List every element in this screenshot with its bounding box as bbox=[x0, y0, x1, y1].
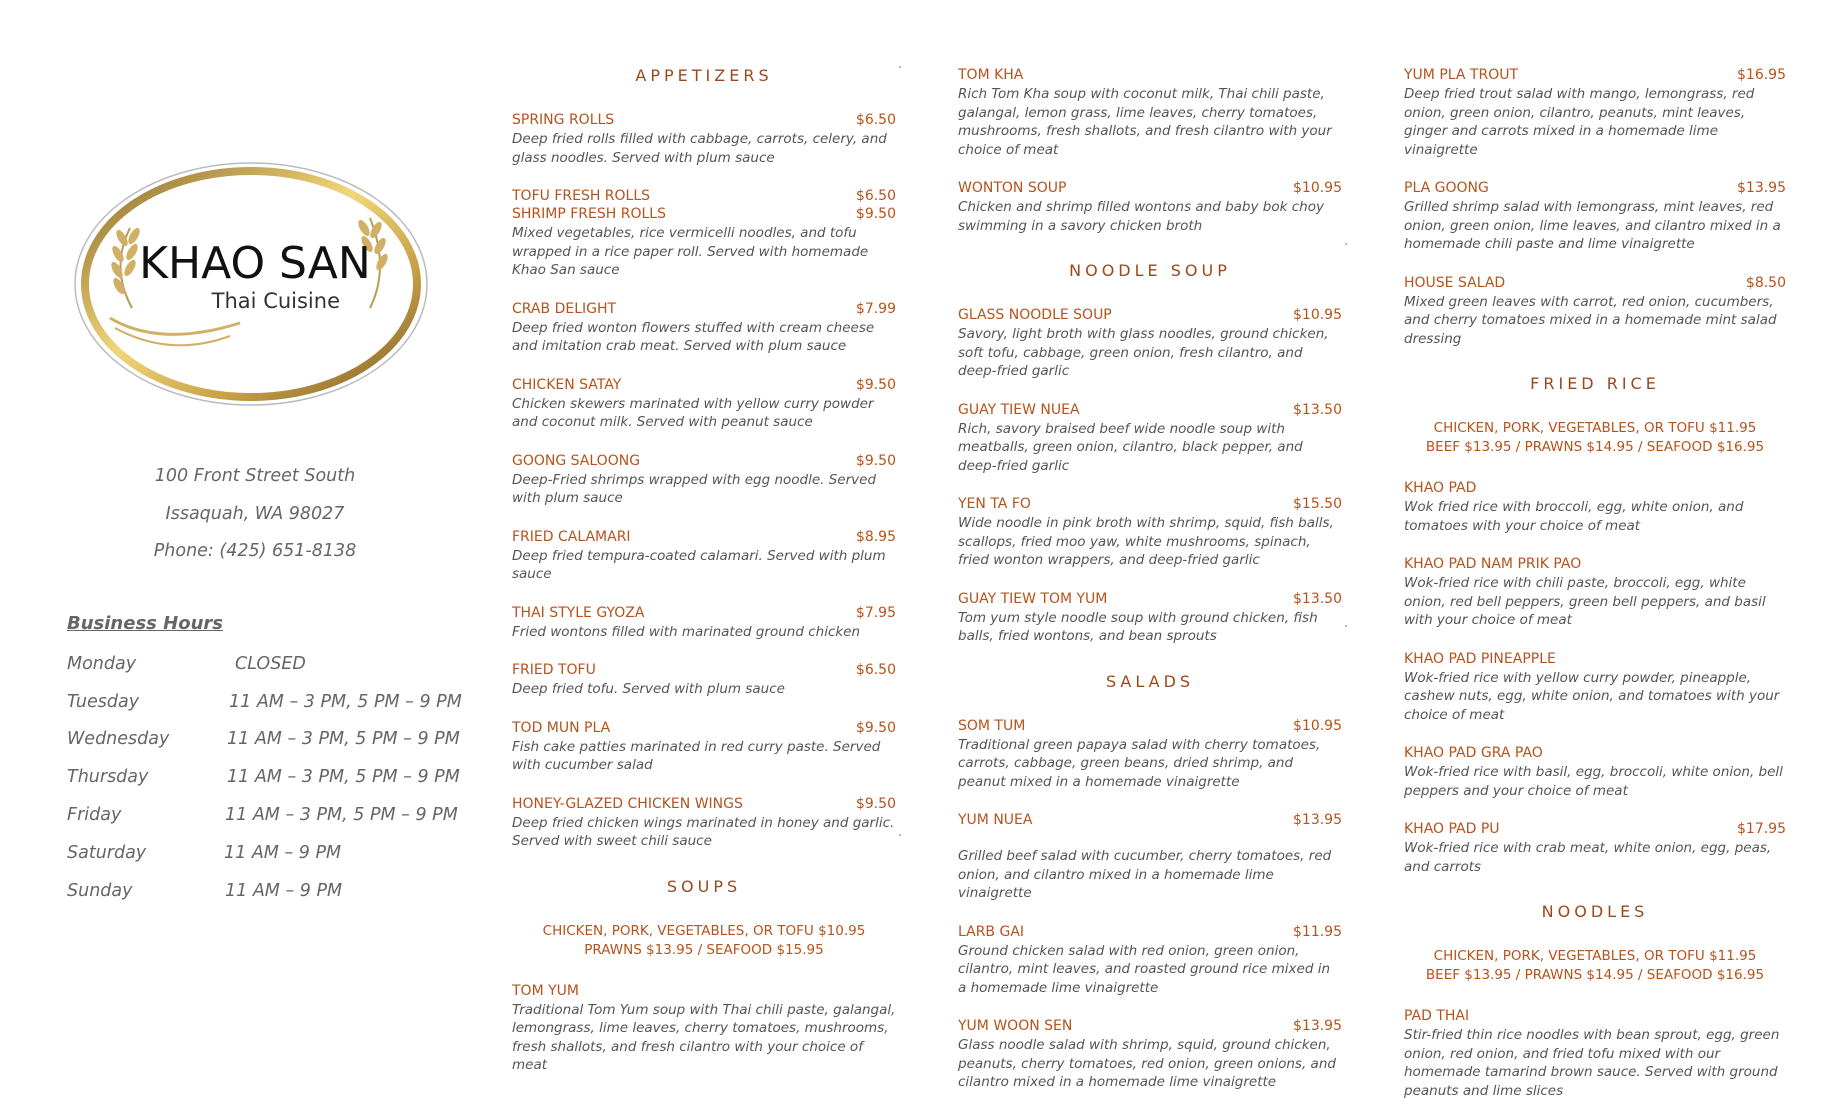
menu-item-name: HOUSE SALAD bbox=[1404, 274, 1506, 291]
menu-item-price: $13.95 bbox=[1737, 180, 1786, 196]
menu-item bbox=[958, 1017, 1342, 1092]
menu-item-name: KHAO PAD PU bbox=[1404, 821, 1500, 837]
menu-item bbox=[512, 604, 896, 642]
menu-item-name: TOD MUN PLA bbox=[512, 719, 611, 736]
menu-item-name: TOM YUM bbox=[512, 982, 579, 999]
hours-row bbox=[67, 692, 507, 720]
price-band-line: BEEF $13.95 / PRAWNS $14.95 / SEAFOOD $16.95 bbox=[1425, 967, 1765, 983]
menu-item-description: Deep fried wonton flowers stuffed with cream cheese and imitation crab meat. Served with plum sauce bbox=[512, 319, 875, 354]
khao-san-logo bbox=[70, 158, 432, 410]
menu-item-price: $9.50 bbox=[855, 376, 896, 393]
hours-row bbox=[67, 767, 507, 795]
price-band-line: CHICKEN, PORK, VEGETABLES, OR TOFU $10.95 bbox=[542, 922, 866, 939]
menu-item-price: $13.50 bbox=[1293, 590, 1342, 607]
menu-item-description: Deep fried trout salad with mango, lemongrass, red onion, green onion, cilantro, peanuts, mint leaves, ginger and carrots mixed in a homemade lime vinaigrette bbox=[1404, 86, 1755, 158]
menu-item-header bbox=[512, 111, 896, 129]
menu-item-description: Deep fried tempura-coated calamari. Served with plum sauce bbox=[512, 547, 886, 582]
menu-item-name: FRIED CALAMARI bbox=[512, 528, 631, 545]
menu-item-description: Wide noodle in pink broth with shrimp, squid, fish balls, scallops, fried moo yaw, white mushrooms, spinach, fried wonton wrappers, and deep-fried garlic bbox=[958, 515, 1334, 568]
menu-item-header bbox=[512, 604, 896, 622]
menu-item-header bbox=[958, 66, 1342, 84]
price-band-line: BEEF $13.95 / PRAWNS $14.95 / SEAFOOD $16.95 bbox=[1425, 439, 1765, 455]
menu-item-header bbox=[512, 300, 896, 318]
hours-row bbox=[67, 805, 507, 833]
menu-item-name: SOM TUM bbox=[958, 717, 1026, 734]
hours-row bbox=[67, 654, 507, 682]
menu-item bbox=[958, 923, 1342, 998]
menu-item-header bbox=[512, 205, 896, 223]
menu-item-price: $17.95 bbox=[1737, 821, 1786, 837]
menu-item-name: KHAO PAD GRA PAO bbox=[1404, 745, 1543, 761]
menu-item-price: $10.95 bbox=[1293, 180, 1342, 196]
menu-item-header bbox=[512, 528, 896, 546]
hours-day: Monday bbox=[67, 654, 137, 674]
section-title: NOODLE SOUP bbox=[1069, 261, 1231, 280]
menu-item-price: $9.50 bbox=[855, 452, 896, 469]
menu-item bbox=[512, 719, 896, 775]
menu-item-description: Ground chicken salad with red onion, green onion, cilantro, mint leaves, and roasted ground rice mixed in a homemade lime vinaigrette bbox=[958, 942, 1331, 996]
menu-item-header bbox=[1404, 744, 1786, 762]
menu-item bbox=[512, 187, 896, 280]
menu-item-description: Mixed green leaves with carrot, red onion, cucumbers, and cherry tomatoes mixed in a homemade mint salad dressing bbox=[1404, 293, 1777, 347]
menu-item-header bbox=[1404, 555, 1786, 573]
section-title: SOUPS bbox=[666, 876, 742, 896]
hours-time: CLOSED bbox=[235, 654, 306, 674]
menu-item-description: Glass noodle salad with shrimp, squid, ground chicken, peanuts, cherry tomatoes, red onion, green onions, and cilantro mixed in a homemade lime vinaigrette bbox=[958, 1037, 1336, 1090]
menu-item-description: Wok-fried rice with crab meat, white onion, egg, peas, and carrots bbox=[1404, 840, 1772, 875]
menu-item bbox=[1404, 1007, 1786, 1100]
menu-item-description: Mixed vegetables, rice vermicelli noodles, and tofu wrapped in a rice paper roll. Served with homemade Khao San sauce bbox=[512, 225, 869, 278]
menu-item-description: Wok-fried rice with chili paste, broccoli, egg, white onion, red bell peppers, green bell peppers, and basil with your choice of meat bbox=[1404, 575, 1766, 628]
menu-item-header bbox=[1404, 479, 1786, 497]
business-hours-title: Business Hours bbox=[67, 613, 223, 634]
menu-item-name: THAI STYLE GYOZA bbox=[512, 604, 645, 621]
menu-item bbox=[512, 528, 896, 584]
menu-item bbox=[958, 811, 1342, 903]
menu-item-header bbox=[1404, 820, 1786, 838]
menu-item-price: $16.95 bbox=[1737, 67, 1786, 83]
menu-item-name: HONEY-GLAZED CHICKEN WINGS bbox=[512, 795, 743, 812]
menu-item-price: $9.50 bbox=[855, 795, 896, 812]
menu-item-header bbox=[512, 452, 896, 470]
hours-day: Tuesday bbox=[67, 692, 140, 712]
menu-item-price: $13.95 bbox=[1293, 812, 1342, 828]
menu-item-description: Deep fried rolls filled with cabbage, carrots, celery, and glass noodles. Served with plum sauce bbox=[512, 131, 887, 166]
logo-brand-name: KHAO SAN bbox=[139, 238, 371, 289]
menu-item-header bbox=[1404, 179, 1786, 197]
menu-item-name: GOONG SALOONG bbox=[512, 452, 641, 469]
menu-item bbox=[958, 66, 1342, 159]
menu-item-header bbox=[512, 795, 896, 813]
menu-item-header bbox=[1404, 66, 1786, 84]
logo-tagline: Thai Cuisine bbox=[211, 289, 340, 313]
fold-mark bbox=[899, 834, 901, 836]
menu-item-description: Deep-Fried shrimps wrapped with egg noodle. Served with plum sauce bbox=[512, 471, 877, 506]
menu-item bbox=[1404, 66, 1786, 159]
hours-row bbox=[67, 729, 507, 757]
hours-day: Wednesday bbox=[67, 729, 170, 749]
menu-item bbox=[1404, 179, 1786, 254]
menu-item bbox=[958, 401, 1342, 476]
menu-item-price: $9.50 bbox=[855, 719, 896, 736]
menu-item-price: $6.50 bbox=[855, 112, 896, 128]
info-panel bbox=[0, 0, 490, 1116]
menu-item-header bbox=[958, 401, 1342, 419]
menu-item-price: $7.95 bbox=[855, 604, 896, 621]
menu-item-header bbox=[1404, 1007, 1786, 1025]
hours-time: 11 AM – 9 PM bbox=[225, 881, 343, 901]
menu-item-header bbox=[512, 376, 896, 394]
menu-item-header bbox=[958, 1017, 1342, 1035]
menu-item-name: PAD THAI bbox=[1404, 1008, 1470, 1024]
hours-row bbox=[67, 843, 507, 871]
menu-item-name: KHAO PAD PINEAPPLE bbox=[1404, 650, 1556, 667]
menu-item-description: Chicken skewers marinated with yellow curry powder and coconut milk. Served with peanut sauce bbox=[512, 395, 874, 430]
menu-item-price: $7.99 bbox=[855, 300, 896, 317]
section-title: NOODLES bbox=[1541, 902, 1649, 921]
hours-time: 11 AM – 3 PM, 5 PM – 9 PM bbox=[229, 692, 462, 712]
menu-item bbox=[1404, 274, 1786, 349]
menu-item bbox=[512, 300, 896, 356]
menu-item-header bbox=[958, 306, 1342, 324]
menu-item-header bbox=[958, 811, 1342, 829]
menu-item-name: GUAY TIEW NUEA bbox=[958, 401, 1080, 418]
menu-item-description: Traditional green papaya salad with cherry tomatoes, carrots, cabbage, green beans, dried shrimp, and peanut mixed in a homemade vinaigrette bbox=[958, 736, 1321, 790]
menu-item-name: YUM NUEA bbox=[958, 812, 1033, 828]
address-city: Issaquah, WA 98027 bbox=[165, 504, 345, 524]
menu-item-header bbox=[958, 590, 1342, 608]
menu-item-name: YUM WOON SEN bbox=[958, 1018, 1073, 1034]
menu-item bbox=[1404, 650, 1786, 725]
menu-item-name: TOFU FRESH ROLLS bbox=[512, 188, 651, 204]
menu-item bbox=[512, 376, 896, 432]
menu-item bbox=[512, 795, 896, 851]
menu-item-price: $13.95 bbox=[1293, 1018, 1342, 1034]
menu-item-name: YEN TA FO bbox=[958, 496, 1031, 512]
menu-item-description: Rich Tom Kha soup with coconut milk, Thai chili paste, galangal, lemon grass, lime leaves, cherry tomatoes, mushrooms, fresh shallots, and fresh cilantro with your choice of meat bbox=[958, 86, 1332, 158]
menu-item-price: $11.95 bbox=[1293, 923, 1342, 940]
logo-emblem-icon bbox=[70, 158, 432, 410]
menu-item bbox=[958, 590, 1342, 646]
menu-item-price: $13.50 bbox=[1293, 401, 1342, 418]
menu-item-header bbox=[512, 982, 896, 1000]
hours-day: Thursday bbox=[67, 767, 149, 787]
hours-day: Sunday bbox=[67, 881, 133, 901]
menu-item bbox=[512, 452, 896, 508]
menu-item-name: KHAO PAD bbox=[1404, 480, 1477, 496]
menu-item-name: GLASS NOODLE SOUP bbox=[958, 307, 1112, 323]
menu-item-price: $8.95 bbox=[855, 528, 896, 545]
menu-item-name: SHRIMP FRESH ROLLS bbox=[512, 206, 666, 222]
menu-item-name: FRIED TOFU bbox=[512, 662, 596, 678]
menu-column-2 bbox=[958, 66, 1342, 1112]
menu-item-description: Traditional Tom Yum soup with Thai chili paste, galangal, lemongrass, lime leaves, cherry tomatoes, mushrooms, fresh shallots, and fresh cilantro with your choice of meat bbox=[512, 1001, 896, 1073]
menu-item-name: SPRING ROLLS bbox=[512, 112, 615, 128]
hours-day: Friday bbox=[67, 805, 122, 825]
menu-item-description: Grilled beef salad with cucumber, cherry tomatoes, red onion, and cilantro mixed in a homemade lime vinaigrette bbox=[958, 848, 1332, 901]
menu-item-description: Fried wontons filled with marinated ground chicken bbox=[512, 623, 861, 640]
price-band bbox=[1404, 419, 1786, 457]
menu-item-description: Tom yum style noodle soup with ground chicken, fish balls, fried wontons, and bean sprouts bbox=[958, 609, 1318, 644]
fold-mark bbox=[899, 66, 901, 68]
menu-item-header bbox=[1404, 274, 1786, 292]
fold-mark bbox=[1345, 625, 1347, 627]
menu-item-description: Stir-fried thin rice noodles with bean sprout, egg, green onion, red onion, and fried tofu mixed with our homemade tamarind brown sauce. Served with ground peanuts and lime slices bbox=[1404, 1027, 1780, 1099]
menu-item bbox=[512, 982, 896, 1075]
menu-item-header bbox=[512, 719, 896, 737]
menu-item-name: CHICKEN SATAY bbox=[512, 376, 622, 393]
hours-row bbox=[67, 881, 507, 909]
menu-item bbox=[958, 306, 1342, 381]
menu-item-price: $10.95 bbox=[1293, 307, 1342, 323]
menu-item bbox=[958, 179, 1342, 235]
menu-item-price: $8.50 bbox=[1745, 274, 1786, 291]
hours-time: 11 AM – 3 PM, 5 PM – 9 PM bbox=[225, 805, 458, 825]
menu-item-price: $6.50 bbox=[855, 662, 896, 678]
price-band-line: CHICKEN, PORK, VEGETABLES, OR TOFU $11.95 bbox=[1433, 948, 1757, 964]
fold-mark bbox=[1345, 243, 1347, 245]
hours-time: 11 AM – 3 PM, 5 PM – 9 PM bbox=[227, 729, 460, 749]
menu-item-header bbox=[958, 923, 1342, 941]
menu-item bbox=[1404, 555, 1786, 630]
menu-item-name: CRAB DELIGHT bbox=[512, 300, 617, 317]
menu-item bbox=[1404, 744, 1786, 800]
menu-item-description: Rich, savory braised beef wide noodle soup with meatballs, green onion, cilantro, black pepper, and deep-fried garlic bbox=[958, 420, 1303, 474]
price-band-line: PRAWNS $13.95 / SEAFOOD $15.95 bbox=[584, 941, 824, 958]
menu-item bbox=[958, 495, 1342, 570]
menu-column-1 bbox=[512, 66, 896, 1095]
menu-item-description: Wok-fried rice with yellow curry powder, pineapple, cashew nuts, egg, white onion, and tomatoes with your choice of meat bbox=[1404, 669, 1780, 723]
phone-number: Phone: (425) 651-8138 bbox=[153, 541, 357, 561]
menu-item-price: $9.50 bbox=[855, 206, 896, 222]
hours-time: 11 AM – 9 PM bbox=[224, 843, 342, 863]
price-band bbox=[512, 922, 896, 960]
menu-item-header bbox=[1404, 650, 1786, 668]
menu-item-price: $15.50 bbox=[1293, 496, 1342, 512]
section-title: FRIED RICE bbox=[1530, 374, 1660, 393]
menu-item-description: Deep fried tofu. Served with plum sauce bbox=[512, 681, 785, 697]
hours-day: Saturday bbox=[67, 843, 147, 863]
menu-item bbox=[1404, 479, 1786, 535]
section-title: SALADS bbox=[1105, 671, 1195, 691]
menu-item-description: Fish cake patties marinated in red curry paste. Served with cucumber salad bbox=[512, 738, 881, 773]
menu-item-description: Wok fried rice with broccoli, egg, white onion, and tomatoes with your choice of meat bbox=[1404, 499, 1744, 534]
menu-item bbox=[1404, 820, 1786, 876]
menu-item-price: $6.50 bbox=[855, 188, 896, 204]
hours-time: 11 AM – 3 PM, 5 PM – 9 PM bbox=[227, 767, 460, 787]
section-title: APPETIZERS bbox=[635, 66, 773, 85]
menu-item bbox=[958, 717, 1342, 792]
menu-item-name: TOM KHA bbox=[958, 67, 1024, 83]
menu-item-name: LARB GAI bbox=[958, 923, 1025, 940]
menu-item-price: $10.95 bbox=[1293, 717, 1342, 734]
address-street: 100 Front Street South bbox=[154, 466, 356, 486]
menu-item-name: KHAO PAD NAM PRIK PAO bbox=[1404, 556, 1582, 572]
menu-item-description: Chicken and shrimp filled wontons and baby bok choy swimming in a savory chicken broth bbox=[958, 199, 1324, 234]
menu-item-name: GUAY TIEW TOM YUM bbox=[958, 590, 1108, 607]
menu-column-3 bbox=[1404, 66, 1786, 1120]
menu-item bbox=[512, 661, 896, 699]
menu-item-description: Grilled shrimp salad with lemongrass, mint leaves, red onion, green onion, lime leaves, and cilantro mixed in a homemade chili paste and lime vinaigrette bbox=[1404, 199, 1781, 252]
menu-item-name: YUM PLA TROUT bbox=[1404, 67, 1519, 83]
menu-item-description: Deep fried chicken wings marinated in honey and garlic. Served with sweet chili sauce bbox=[512, 814, 895, 849]
menu-item-name: PLA GOONG bbox=[1404, 180, 1489, 196]
menu-item-description: Savory, light broth with glass noodles, ground chicken, soft tofu, cabbage, green onion, fresh cilantro, and deep-fried garlic bbox=[958, 326, 1329, 379]
price-band bbox=[1404, 947, 1786, 985]
menu-item-header bbox=[512, 187, 896, 205]
menu-item-header bbox=[958, 179, 1342, 197]
menu-item-description: Wok-fried rice with basil, egg, broccoli, white onion, bell peppers and your choice of meat bbox=[1404, 764, 1783, 799]
menu-item-header bbox=[958, 717, 1342, 735]
menu-item bbox=[512, 111, 896, 167]
menu-item-header bbox=[958, 495, 1342, 513]
menu-item-name: WONTON SOUP bbox=[958, 180, 1067, 196]
menu-item-header bbox=[512, 661, 896, 679]
price-band-line: CHICKEN, PORK, VEGETABLES, OR TOFU $11.95 bbox=[1433, 420, 1757, 436]
